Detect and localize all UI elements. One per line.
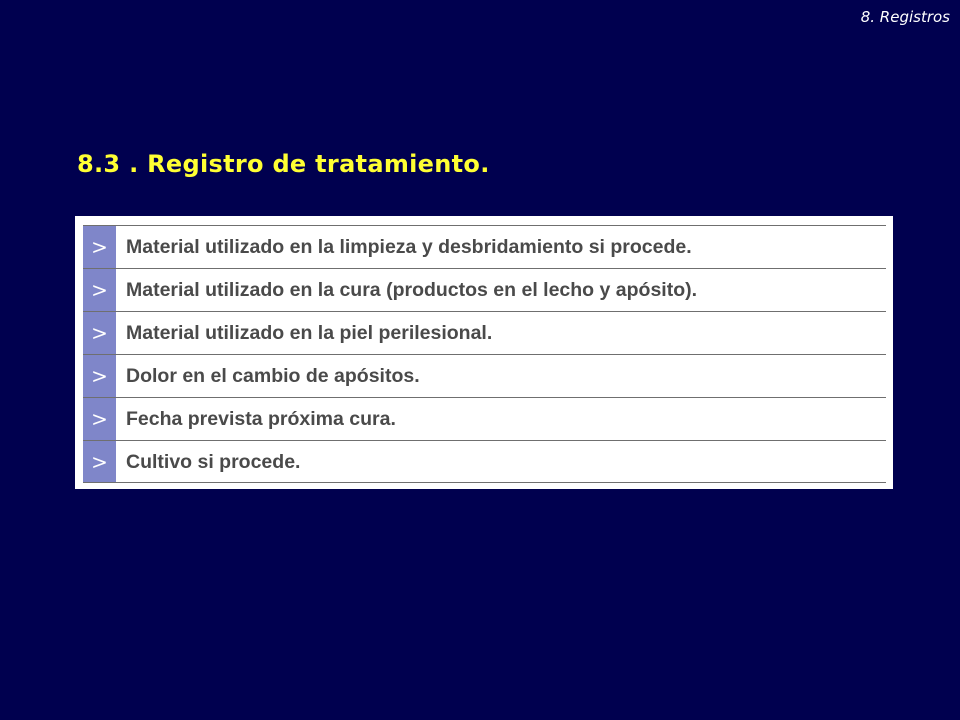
slide-title: 8.3 . Registro de tratamiento.: [77, 150, 490, 178]
treatment-record-table: [75, 216, 893, 489]
chevron-right-icon: >: [83, 355, 116, 397]
table-row: [83, 441, 886, 483]
chevron-right-icon: >: [83, 441, 116, 482]
table-row: [83, 355, 886, 398]
chevron-right-icon: >: [83, 226, 116, 268]
table-row: [83, 398, 886, 441]
table-row: [83, 312, 886, 355]
row-text: Cultivo si procede.: [126, 451, 301, 473]
chevron-right-icon: >: [83, 269, 116, 311]
row-text: Fecha prevista próxima cura.: [126, 408, 396, 430]
chevron-right-icon: >: [83, 312, 116, 354]
table-row: [83, 226, 886, 269]
row-text: Material utilizado en la cura (productos en el lecho y apósito).: [126, 279, 698, 301]
table-list: [83, 225, 886, 482]
row-text: Material utilizado en la limpieza y desbridamiento si procede.: [126, 236, 692, 258]
row-text: Dolor en el cambio de apósitos.: [126, 365, 420, 387]
row-text: Material utilizado en la piel perilesional.: [126, 322, 493, 344]
table-row: [83, 269, 886, 312]
chevron-right-icon: >: [83, 398, 116, 440]
section-label: 8. Registros: [860, 8, 950, 26]
